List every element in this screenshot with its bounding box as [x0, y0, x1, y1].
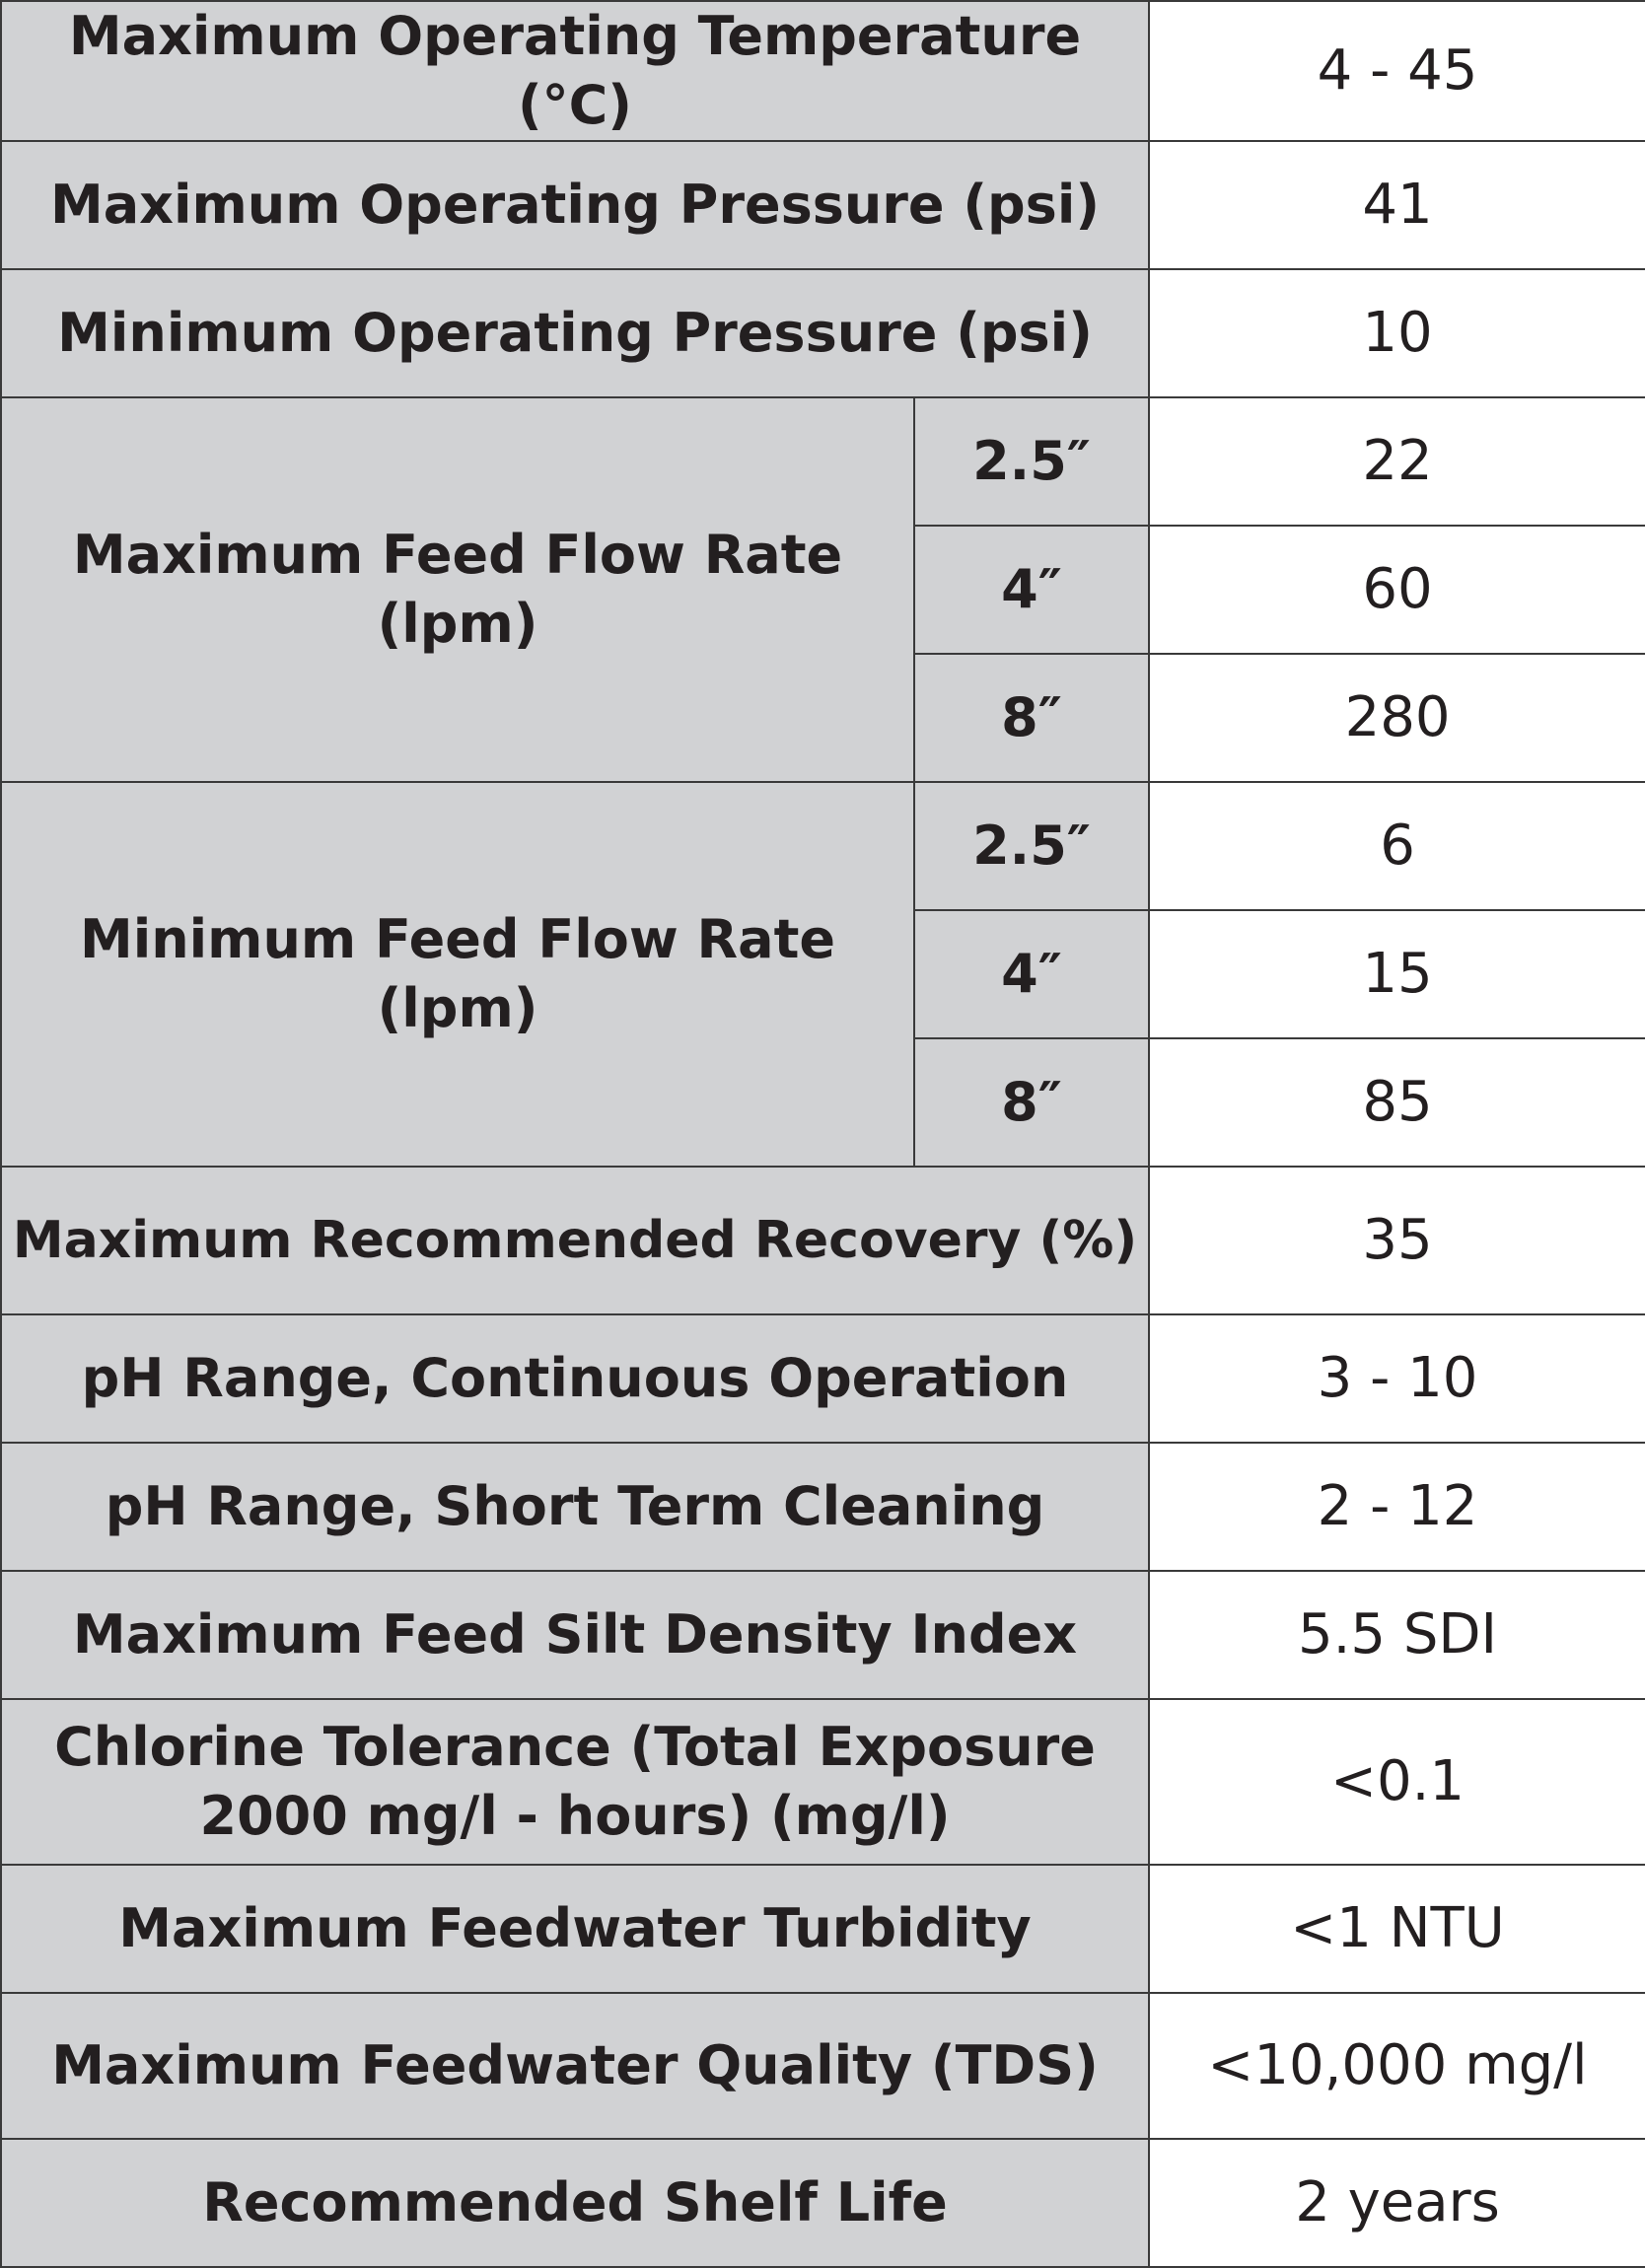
- element-size: 8″: [914, 654, 1149, 782]
- spec-label: Maximum Feedwater Turbidity: [1, 1865, 1149, 1993]
- spec-value: 15: [1149, 910, 1645, 1038]
- table-row: [1, 1865, 1645, 1993]
- spec-value: 2 - 12: [1149, 1443, 1645, 1571]
- spec-value: 4 - 45: [1149, 1, 1645, 141]
- spec-value: <10,000 mg/l: [1149, 1993, 1645, 2139]
- chlorine-tolerance-label-line2: 2000 mg/l - hours) (mg/l): [199, 1785, 951, 1848]
- table-row: [1, 141, 1645, 269]
- spec-label: Maximum Feedwater Quality (TDS): [1, 1993, 1149, 2139]
- spec-value: <1 NTU: [1149, 1865, 1645, 1993]
- spec-value: 85: [1149, 1038, 1645, 1167]
- spec-label: pH Range, Continuous Operation: [1, 1314, 1149, 1443]
- spec-value: <0.1: [1149, 1699, 1645, 1865]
- spec-label: Recommended Shelf Life: [1, 2139, 1149, 2267]
- table-row: [1, 2139, 1645, 2267]
- table-row: [1, 782, 1645, 910]
- spec-label: Maximum Feed Silt Density Index: [1, 1571, 1149, 1699]
- spec-label: Maximum Operating Temperature (°C): [1, 1, 1149, 141]
- table-row: [1, 1699, 1645, 1865]
- table-row: [1, 1314, 1645, 1443]
- table-row: [1, 1571, 1645, 1699]
- spec-value: 5.5 SDI: [1149, 1571, 1645, 1699]
- spec-value: 280: [1149, 654, 1645, 782]
- spec-value: 10: [1149, 269, 1645, 397]
- max-feed-flow-label: [1, 397, 914, 782]
- spec-value: 35: [1149, 1167, 1645, 1314]
- spec-label: Minimum Operating Pressure (psi): [1, 269, 1149, 397]
- spec-label: Maximum Recommended Recovery (%): [1, 1167, 1149, 1314]
- element-size: 2.5″: [914, 782, 1149, 910]
- chlorine-tolerance-label-line1: Chlorine Tolerance (Total Exposure: [54, 1716, 1096, 1779]
- min-feed-flow-label-line1: Minimum Feed Flow Rate: [79, 908, 836, 971]
- spec-value: 22: [1149, 397, 1645, 526]
- table-row: [1, 1993, 1645, 2139]
- spec-value: 60: [1149, 526, 1645, 654]
- spec-label: pH Range, Short Term Cleaning: [1, 1443, 1149, 1571]
- min-feed-flow-label: [1, 782, 914, 1167]
- spec-value: 3 - 10: [1149, 1314, 1645, 1443]
- element-size: 2.5″: [914, 397, 1149, 526]
- spec-label: Maximum Operating Pressure (psi): [1, 141, 1149, 269]
- element-size: 8″: [914, 1038, 1149, 1167]
- min-feed-flow-label-line2: (lpm): [377, 977, 538, 1040]
- chlorine-tolerance-label: [1, 1699, 1149, 1865]
- table-row: [1, 397, 1645, 526]
- max-feed-flow-label-line1: Maximum Feed Flow Rate: [72, 524, 843, 587]
- table-row: [1, 1, 1645, 141]
- spec-value: 6: [1149, 782, 1645, 910]
- table-row: [1, 1167, 1645, 1314]
- element-size: 4″: [914, 910, 1149, 1038]
- table-row: [1, 1443, 1645, 1571]
- table-row: [1, 269, 1645, 397]
- spec-value: 2 years: [1149, 2139, 1645, 2267]
- element-size: 4″: [914, 526, 1149, 654]
- spec-value: 41: [1149, 141, 1645, 269]
- max-feed-flow-label-line2: (lpm): [377, 593, 538, 656]
